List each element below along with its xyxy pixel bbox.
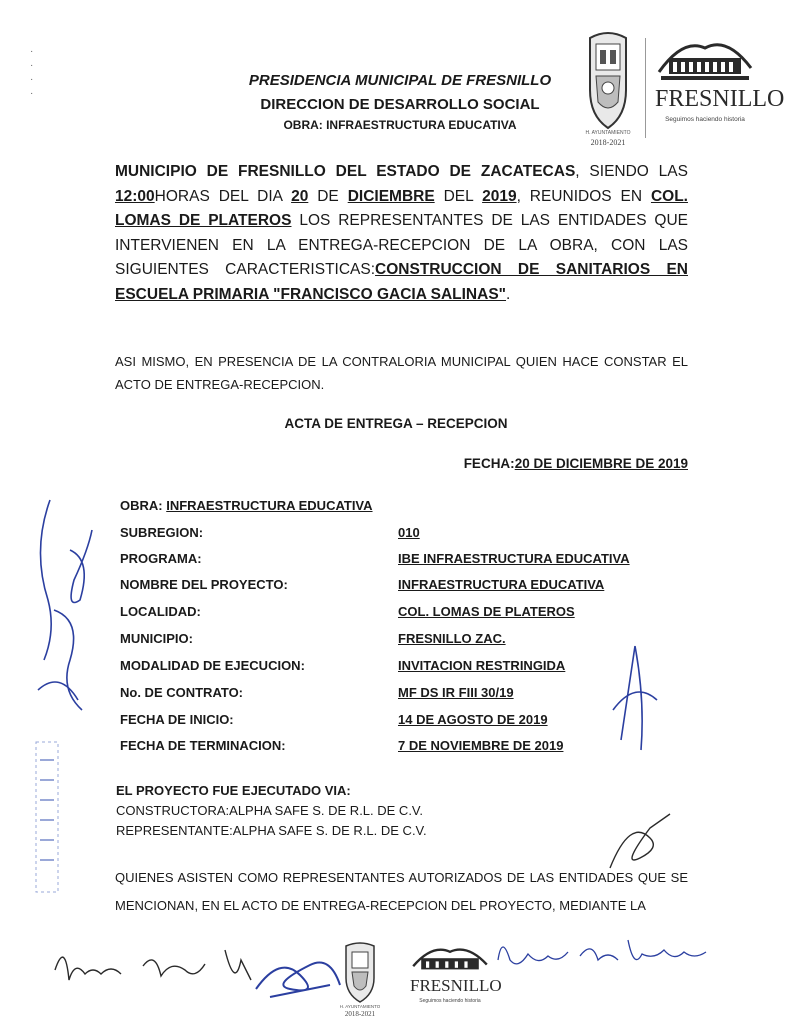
obra-row [120,498,640,524]
field-value: INFRAESTRUCTURA EDUCATIVA [398,577,605,592]
municipal-seal-bottom [339,940,381,1024]
fresnillo-logo-bottom [410,942,502,1012]
logo-name: FRESNILLO [655,86,785,112]
fecha-value: 20 DE DICIEMBRE DE 2019 [514,456,688,471]
field-row-programa [120,551,640,577]
fecha-line [464,456,688,471]
obra-label [120,498,373,513]
intro-month: DICIEMBRE [347,187,435,205]
fresnillo-logo-top [655,30,785,140]
municipal-seal-top [584,28,632,158]
seal-caption-bottom: H. AYUNTAMIENTO [339,1004,381,1009]
field-value: COL. LOMAS DE PLATEROS [398,604,575,619]
ejecucion-constructora: CONSTRUCTORA:ALPHA SAFE S. DE R.L. DE C.V. [116,803,424,818]
contraloria-paragraph: ASI MISMO, EN PRESENCIA DE LA CONTRALORIA MUNICIPAL QUIEN HACE CONSTAR EL ACTO DE ENTREGA-RECEPCION. [115,354,688,392]
ejecucion-representante: REPRESENTANTE:ALPHA SAFE S. DE R.L. DE C.V. [116,823,427,838]
seal-years-bottom: 2018-2021 [344,1010,376,1018]
intro-time: 12:00 [115,187,155,205]
field-value: INVITACION RESTRINGIDA [398,658,566,673]
intro-year: 2019 [482,187,517,205]
fresnillo-skyline-icon [410,942,490,976]
intro-text: DE [308,187,348,205]
field-label: MUNICIPIO: [120,631,193,646]
field-value: 7 DE NOVIEMBRE DE 2019 [398,738,564,753]
field-label: No. DE CONTRATO: [120,685,244,700]
logo-tagline: Seguimos haciendo historia [665,116,745,123]
field-row-modalidad [120,658,640,684]
coat-of-arms-icon [584,28,632,132]
field-row-localidad [120,604,640,630]
header-presidencia: PRESIDENCIA MUNICIPAL DE FRESNILLO [248,72,552,89]
signature-left-margin [30,490,100,730]
intro-text: , REUNIDOS EN [516,187,651,205]
margin-marks: · · · · [30,46,34,99]
field-label: LOCALIDAD: [120,604,201,619]
field-value: 14 DE AGOSTO DE 2019 [398,712,548,727]
field-label: MODALIDAD DE EJECUCION: [120,658,305,673]
header-divider [645,38,646,138]
field-value: IBE INFRAESTRUCTURA EDUCATIVA [398,551,630,566]
field-label: SUBREGION: [120,525,204,540]
field-label: PROGRAMA: [120,551,202,566]
acta-title: ACTA DE ENTREGA – RECEPCION [284,416,508,431]
obra-label-text: OBRA: [120,498,167,513]
field-row-municipio [120,631,640,657]
coat-of-arms-icon [342,940,378,1004]
faded-stamp-left [34,740,84,900]
representantes-paragraph: QUIENES ASISTEN COMO REPRESENTANTES AUTORIZADOS DE LAS ENTIDADES QUE SE MENCIONAN, EN EL ACTO DE ENTREGA-RECEPCION DEL PROYECTO, MEDIANTE LA [115,870,688,913]
field-row-subregion [120,525,640,551]
field-value: 010 [398,525,420,540]
logo-name-bottom: FRESNILLO [410,976,502,995]
intro-day: 20 [291,187,309,205]
seal-years: 2018-2021 [590,138,626,147]
header-direccion: DIRECCION DE DESARROLLO SOCIAL [260,96,540,113]
field-row-contrato [120,685,640,711]
intro-place: COL. LOMAS DE PLATEROS [115,187,688,230]
field-value: FRESNILLO ZAC. [398,631,506,646]
signature-bottom-mid [250,945,350,1005]
intro-text: , SIENDO LAS [575,163,688,180]
seal-caption: H. AYUNTAMIENTO [585,130,631,136]
header-obra: OBRA: INFRAESTRUCTURA EDUCATIVA [283,118,517,132]
field-label: NOMBRE DEL PROYECTO: [120,577,288,592]
ejecucion-via: EL PROYECTO FUE EJECUTADO VIA: [116,783,351,798]
intro-text: . [506,285,511,303]
intro-municipio: MUNICIPIO DE FRESNILLO DEL ESTADO DE ZACATECAS [115,163,576,180]
field-row-fecha-inicio [120,712,640,738]
intro-work: CONSTRUCCION DE SANITARIOS EN ESCUELA PRIMARIA "FRANCISCO GACIA SALINAS" [115,261,688,303]
fecha-label: FECHA: [463,456,515,471]
signature-bottom-left [45,930,265,1000]
field-label: FECHA DE TERMINACION: [120,738,286,753]
intro-text: LOS REPRESENTANTES DE LAS ENTIDADES QUE INTERVIENEN EN LA ENTREGA-RECEPCION DE LA OBRA, CON LAS SIGUIENTES CARACTERISTICAS: [115,212,689,279]
field-row-nombre-proyecto [120,577,640,603]
intro-text: DEL [434,187,483,205]
obra-value: INFRAESTRUCTURA EDUCATIVA [166,498,373,513]
signature-right-field [605,640,665,760]
field-value: MF DS IR FIII 30/19 [398,685,514,700]
field-label: FECHA DE INICIO: [120,712,234,727]
fresnillo-skyline-icon [655,30,755,86]
signature-bottom-right [488,930,718,980]
signature-right-ejecucion [600,808,680,878]
intro-text: HORAS DEL DIA [154,187,292,205]
logo-tagline-bottom: Seguimos haciendo historia [419,998,481,1004]
intro-paragraph [115,160,688,308]
field-row-fecha-terminacion [120,738,640,764]
